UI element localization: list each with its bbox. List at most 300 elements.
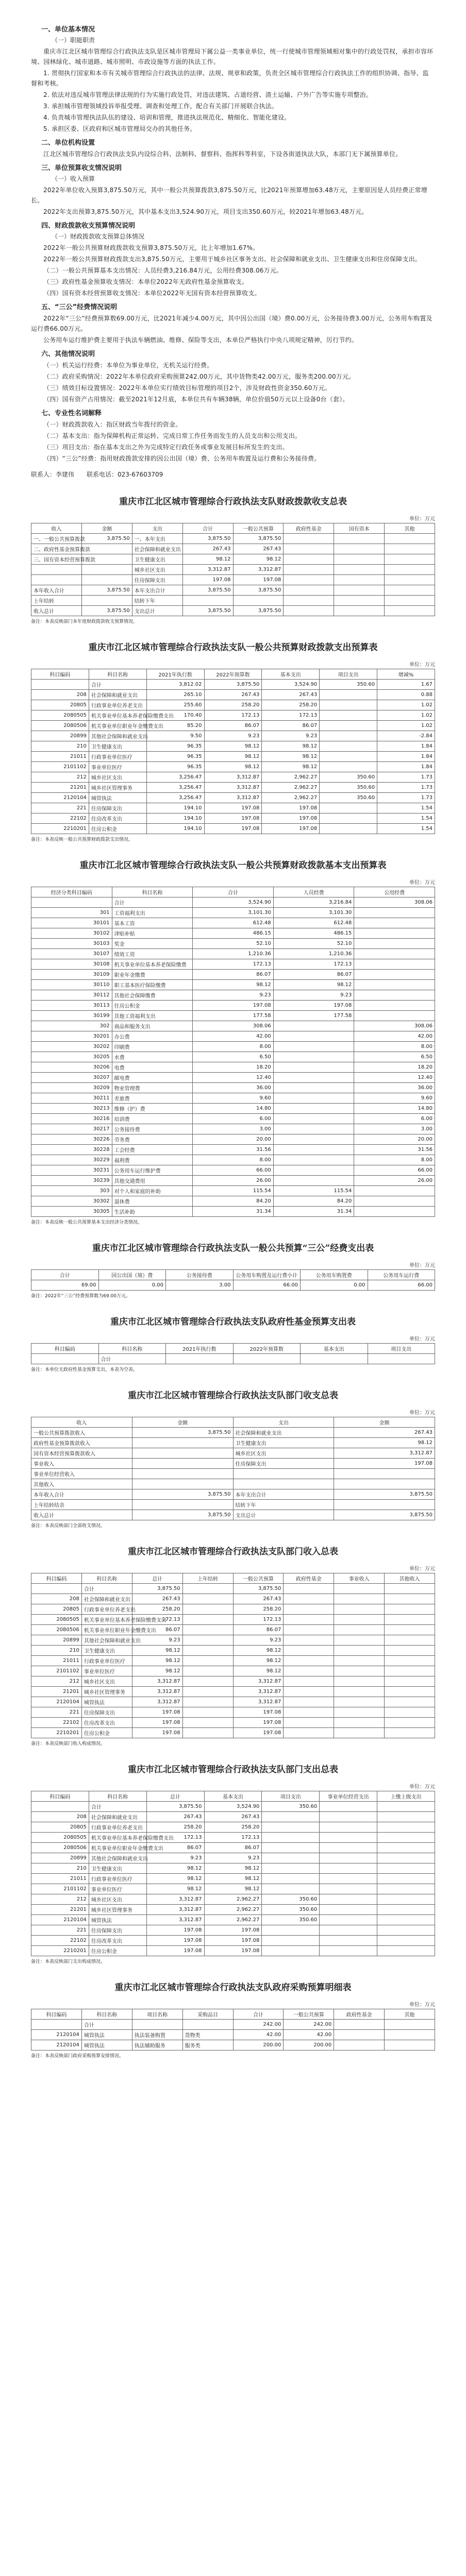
table-cell: 197.08 — [193, 1001, 274, 1011]
table-cell — [182, 2020, 233, 2030]
table-row — [31, 1936, 435, 1946]
table-cell: 3,256.47 — [146, 783, 204, 793]
column-header: 科目名称 — [81, 1573, 132, 1584]
table-cell — [132, 1500, 233, 1510]
table-cell: 2,962.27 — [262, 793, 320, 803]
table-cell: 172.13 — [204, 1833, 262, 1843]
table-cell: 合计 — [81, 2020, 132, 2030]
table-row — [31, 928, 435, 939]
column-header: 合计 — [193, 887, 274, 897]
table-row — [31, 606, 435, 616]
table-cell: 115.54 — [273, 1186, 354, 1196]
column-header: 项目名称 — [132, 2009, 182, 2020]
column-header: 项目支出 — [262, 1791, 320, 1802]
table-cell: 212 — [31, 772, 89, 783]
table-cell: 本年支出合计 — [132, 585, 182, 596]
table-cell — [284, 1676, 334, 1687]
table-cell: 31.34 — [193, 1207, 274, 1217]
table-cell: 住房改革支出 — [81, 1718, 132, 1728]
table-cell: 社会保障和就业支出 — [89, 1812, 146, 1822]
table-cell: 绩效工资 — [112, 949, 193, 959]
table-row — [31, 1500, 435, 1510]
table-cell — [182, 1646, 233, 1656]
table-cell: 3,875.50 — [132, 1584, 182, 1594]
column-header: 项目支出 — [368, 1344, 435, 1354]
table-cell: 197.08 — [204, 824, 262, 834]
table-cell: 3,312.87 — [204, 793, 262, 803]
table-cell: 86.07 — [193, 970, 274, 980]
table-cell: 69.00 — [31, 1280, 99, 1291]
table-cell: 机关事业单位基本养老保险缴费支出 — [81, 1615, 132, 1625]
table-cell — [320, 1905, 377, 1915]
table-row — [31, 721, 435, 731]
table-cell — [334, 596, 385, 606]
table-cell — [320, 1833, 377, 1843]
table-cell: 上年结转结余 — [31, 1500, 132, 1510]
table-cell: 66.00 — [368, 1280, 435, 1291]
table-cell: 9.60 — [193, 1093, 274, 1104]
table-cell: 3,875.50 — [81, 585, 132, 596]
table-row — [31, 1728, 435, 1738]
table-cell: 城管执法 — [81, 2040, 132, 2050]
table-cell: 收入总计 — [31, 606, 82, 616]
paragraph: 2022年一般公共预算财政拨款支出3,875.50万元，主要用于城乡社区事务支出、社会保障和就业支出、卫生健康支出和住房保障支出。 — [43, 256, 421, 263]
column-header: 上年结转 — [182, 1573, 233, 1584]
column-header: 科目名称 — [112, 887, 193, 897]
table-cell: 货物类 — [182, 2030, 233, 2040]
table-cell — [132, 1438, 233, 1448]
table-cell: 308.06 — [354, 897, 435, 908]
table-cell — [334, 2020, 385, 2030]
table-cell: 行政事业单位医疗 — [81, 1656, 132, 1666]
table-cell: 对个人和家庭的补助 — [112, 1186, 193, 1196]
table-cell: 本年支出合计 — [233, 1489, 334, 1500]
table-cell — [273, 1083, 354, 1093]
table-cell — [273, 1155, 354, 1165]
column-header: 2021年执行数 — [166, 1344, 234, 1354]
table-cell: 98.12 — [146, 1863, 204, 1874]
table-cell: 3,312.87 — [204, 772, 262, 783]
table-cell: 30239 — [31, 1176, 112, 1186]
table-cell — [320, 1936, 377, 1946]
table-cell — [334, 1697, 385, 1707]
table-row — [31, 959, 435, 970]
table-cell: 3,216.84 — [273, 897, 354, 908]
paragraph: （二）政府采购情况：2022年本单位政府采购预算242.00万元，其中货物类42.00万元，服务类200.00万元。 — [43, 373, 355, 380]
table-cell — [320, 1946, 377, 1956]
table-cell: 172.13 — [262, 710, 320, 721]
table-cell: 52.10 — [273, 939, 354, 949]
table-cell — [385, 1718, 435, 1728]
table-cell: 21011 — [31, 752, 89, 762]
column-header: 科目名称 — [89, 1791, 146, 1802]
table-cell: 30216 — [31, 1114, 112, 1124]
data-table — [31, 2009, 435, 2050]
table-row — [31, 1104, 435, 1114]
table-cell — [284, 1604, 334, 1615]
table-cell: 结转下年 — [132, 596, 182, 606]
table-cell: 3,875.50 — [132, 1428, 233, 1438]
column-header: 经济分类科目编码 — [31, 887, 112, 897]
table-cell: 住房保障支出 — [81, 1707, 132, 1718]
budget-table-block — [31, 1762, 435, 1964]
table-cell: 本年收入合计 — [31, 585, 82, 596]
table-cell — [273, 1042, 354, 1052]
table-cell: 城乡社区管理事务 — [89, 783, 146, 793]
table-cell: 267.43 — [233, 1594, 284, 1604]
table-cell: 30302 — [31, 1196, 112, 1207]
table-cell — [262, 1884, 320, 1894]
table-cell: 2120104 — [31, 2030, 82, 2040]
table-cell — [262, 1925, 320, 1936]
table-cell — [385, 575, 435, 585]
table-cell — [354, 970, 435, 980]
data-table — [31, 1343, 435, 1364]
paragraph: （三）政府性基金预算收支情况：本单位2022年无政府性基金预算收支。 — [43, 278, 248, 285]
table-cell: 事业收入 — [31, 1459, 132, 1469]
table-cell: 2,962.27 — [262, 772, 320, 783]
paragraph: （三）绩效目标设置情况：2022年本单位实行绩效目标管理的项目2个，涉及财政性资金350.60万元。 — [43, 384, 331, 392]
table-row — [31, 803, 435, 814]
table-row — [31, 1448, 435, 1459]
table-cell — [385, 565, 435, 575]
table-row — [31, 710, 435, 721]
table-cell: 1.73 — [377, 772, 435, 783]
section-title: 四、财政拨款收支预算情况说明 — [41, 222, 136, 230]
table-row — [31, 1915, 435, 1925]
table-row — [31, 1656, 435, 1666]
table-header-row — [31, 1344, 435, 1354]
table-cell — [182, 1687, 233, 1697]
table-cell: 84.20 — [193, 1196, 274, 1207]
table-note: 备注：2022年“三公”经费预算数为69.00万元。 — [31, 1294, 130, 1299]
table-cell — [31, 1584, 82, 1594]
table-cell: 267.43 — [204, 1812, 262, 1822]
table-row — [31, 762, 435, 772]
table-cell: 3,312.87 — [334, 1448, 435, 1459]
table-cell: 350.60 — [320, 772, 377, 783]
table-row — [31, 1833, 435, 1843]
table-cell — [385, 1646, 435, 1656]
table-cell: 3,312.87 — [233, 1676, 284, 1687]
column-header: 基本支出 — [204, 1791, 262, 1802]
table-cell: 合计 — [98, 1354, 166, 1364]
table-cell: 职工基本医疗保险缴费 — [112, 980, 193, 990]
table-cell: 3,875.50 — [334, 1510, 435, 1520]
table-cell — [320, 731, 377, 741]
table-cell: 商品和服务支出 — [112, 1021, 193, 1031]
table-cell: 3,312.87 — [132, 1687, 182, 1697]
table-row — [31, 1093, 435, 1104]
table-cell — [385, 554, 435, 565]
table-cell — [284, 1687, 334, 1697]
table-cell: 20805 — [31, 1604, 82, 1615]
table-cell: 执法装备购置 — [132, 2030, 182, 2040]
table-cell: 行政事业单位养老支出 — [81, 1604, 132, 1615]
column-header: 合计 — [233, 2009, 284, 2020]
table-cell: 301 — [31, 908, 112, 918]
column-header: 2022年预算数 — [204, 669, 262, 680]
table-cell — [377, 1833, 435, 1843]
table-row — [31, 1479, 435, 1489]
table-cell: 197.08 — [262, 824, 320, 834]
column-header: 科目名称 — [98, 1344, 166, 1354]
table-row — [31, 793, 435, 803]
data-table — [31, 669, 435, 834]
table-cell: 1.02 — [377, 700, 435, 710]
table-cell: 221 — [31, 1925, 89, 1936]
table-cell — [182, 1625, 233, 1635]
table-cell — [273, 1176, 354, 1186]
table-cell — [284, 1615, 334, 1625]
table-cell: 36.00 — [354, 1083, 435, 1093]
table-cell: 1.73 — [377, 783, 435, 793]
table-cell — [284, 1707, 334, 1718]
table-cell: 工会经费 — [112, 1145, 193, 1155]
column-header: 事业单位经营支出 — [320, 1791, 377, 1802]
table-note: 备注：本表反映部门全部收支情况。 — [31, 1523, 106, 1529]
table-cell: 2,962.27 — [204, 1894, 262, 1905]
table-title: 重庆市江北区城市管理综合行政执法支队部门收入总表 — [128, 1547, 338, 1557]
paragraph: （二）一般公共预算基本支出情况：人员经费3,216.84万元，公用经费308.06万元。 — [43, 267, 283, 274]
table-cell: 255.60 — [146, 700, 204, 710]
table-cell — [182, 1718, 233, 1728]
table-cell — [320, 1863, 377, 1874]
table-cell: 奖金 — [112, 939, 193, 949]
table-cell — [284, 1625, 334, 1635]
table-cell — [81, 565, 132, 575]
contact-line: 联系人：李建伟 联系电话：023-67603709 — [31, 471, 163, 478]
table-cell — [334, 1625, 385, 1635]
table-cell: 电费 — [112, 1062, 193, 1073]
table-cell: 0.00 — [301, 1280, 368, 1291]
table-cell: 66.00 — [233, 1280, 301, 1291]
table-cell: 6.00 — [354, 1114, 435, 1124]
table-cell — [182, 1604, 233, 1615]
paragraph: 2022年“三公”经费预算数69.00万元，比2021年减少4.00万元，其中因公出国（境）费0.00万元，公务接待费3.00万元，公务用车购置及运行费66.00万元。 — [31, 315, 432, 332]
table-cell: 培训费 — [112, 1114, 193, 1124]
table-cell — [334, 534, 385, 544]
table-cell: 支出总计 — [132, 606, 182, 616]
table-cell — [320, 803, 377, 814]
column-header: 上缴上级支出 — [377, 1791, 435, 1802]
table-cell: 98.12 — [233, 554, 284, 565]
table-cell: 98.12 — [193, 980, 274, 990]
table-cell: 住房公积金 — [89, 824, 146, 834]
table-cell: 172.13 — [273, 959, 354, 970]
table-cell: 242.00 — [284, 2020, 334, 2030]
table-cell: 9.23 — [233, 1635, 284, 1646]
table-cell — [284, 554, 334, 565]
table-cell: 30109 — [31, 970, 112, 980]
table-cell — [320, 762, 377, 772]
table-cell: 邮电费 — [112, 1073, 193, 1083]
table-row — [31, 1196, 435, 1207]
table-cell: 国有资本经营预算拨款收入 — [31, 1448, 132, 1459]
table-cell: 22102 — [31, 814, 89, 824]
paragraph: （一）财政拨款收入：指区财政当年拨付的资金。 — [43, 421, 182, 428]
table-cell: 本年收入合计 — [31, 1489, 132, 1500]
table-cell: 177.58 — [193, 1011, 274, 1021]
table-cell: 1.54 — [377, 824, 435, 834]
table-cell: 社会保障和就业支出 — [81, 1594, 132, 1604]
table-cell: 86.07 — [262, 721, 320, 731]
table-cell: 2210201 — [31, 1946, 89, 1956]
table-cell — [385, 585, 435, 596]
table-cell: 30108 — [31, 959, 112, 970]
table-cell: 3,256.47 — [146, 793, 204, 803]
table-header-row — [31, 887, 435, 897]
table-cell: 20.00 — [354, 1134, 435, 1145]
table-cell — [132, 1469, 233, 1479]
table-cell — [334, 1728, 385, 1738]
table-row — [31, 908, 435, 918]
table-cell — [385, 1666, 435, 1676]
table-cell: 20899 — [31, 1635, 82, 1646]
table-cell: 52.10 — [193, 939, 274, 949]
table-cell: 210 — [31, 1863, 89, 1874]
section-subtitle: （一）财政拨款收支预算总体情况 — [52, 233, 145, 240]
table-cell — [385, 2030, 435, 2040]
column-header: 合计 — [182, 523, 233, 534]
table-cell: 66.00 — [193, 1165, 274, 1176]
table-cell — [31, 1354, 99, 1364]
table-cell: 26.00 — [193, 1176, 274, 1186]
table-cell — [182, 1676, 233, 1687]
table-row — [31, 1874, 435, 1884]
table-cell — [354, 1011, 435, 1021]
table-cell — [354, 1196, 435, 1207]
table-cell: 197.08 — [204, 1946, 262, 1956]
table-row — [31, 772, 435, 783]
table-cell: 3,524.90 — [204, 1802, 262, 1812]
table-row — [31, 731, 435, 741]
table-cell: 18.20 — [354, 1062, 435, 1073]
table-cell: 21011 — [31, 1874, 89, 1884]
table-cell — [301, 1354, 368, 1364]
column-header: 金额 — [81, 523, 132, 534]
table-row — [31, 1145, 435, 1155]
table-row — [31, 1812, 435, 1822]
table-cell: 26.00 — [354, 1176, 435, 1186]
table-cell: 86.07 — [204, 721, 262, 731]
table-cell: 机关事业单位职业年金缴费支出 — [81, 1625, 132, 1635]
table-row — [31, 949, 435, 959]
table-cell: 98.12 — [146, 1874, 204, 1884]
table-title: 重庆市江北区城市管理综合行政执法支队一般公共预算财政拨款支出预算表 — [88, 642, 378, 653]
table-cell: 水费 — [112, 1052, 193, 1062]
table-row — [31, 1124, 435, 1134]
table-cell: 197.08 — [233, 1718, 284, 1728]
table-cell: 3,875.50 — [233, 1584, 284, 1594]
table-cell: 36.00 — [193, 1083, 274, 1093]
table-cell — [385, 1687, 435, 1697]
table-row — [31, 1905, 435, 1915]
table-cell: 1,210.36 — [193, 949, 274, 959]
table-cell — [334, 1584, 385, 1594]
table-cell: 1.54 — [377, 814, 435, 824]
table-cell: 住房改革支出 — [89, 1936, 146, 1946]
column-header: 支出 — [132, 523, 182, 534]
column-header: 科目编码 — [31, 1573, 82, 1584]
table-cell — [377, 1915, 435, 1925]
table-cell — [320, 1843, 377, 1853]
table-row — [31, 1011, 435, 1021]
table-cell: 30209 — [31, 1083, 112, 1093]
table-cell: 258.20 — [204, 700, 262, 710]
table-cell: 住房公积金 — [89, 1946, 146, 1956]
paragraph: 4. 负责城市管理执法队伍的建设、培训和管理，推进执法规范化、精细化、智能化建设。 — [43, 114, 291, 121]
table-row — [31, 2020, 435, 2030]
table-cell: 2120104 — [31, 1697, 82, 1707]
table-cell: 172.13 — [233, 1615, 284, 1625]
table-row — [31, 554, 435, 565]
table-cell: 200.00 — [284, 2040, 334, 2050]
table-cell: 20899 — [31, 1853, 89, 1863]
table-cell: 267.43 — [132, 1594, 182, 1604]
table-cell — [385, 2040, 435, 2050]
table-cell — [320, 1812, 377, 1822]
table-cell: 172.13 — [193, 959, 274, 970]
table-title: 重庆市江北区城市管理综合行政执法支队政府采购预算明细表 — [114, 1982, 352, 1993]
table-cell: 3,312.87 — [132, 1676, 182, 1687]
table-cell — [320, 721, 377, 731]
table-cell: 197.08 — [334, 1459, 435, 1469]
paragraph: 江北区城市管理综合行政执法支队内设综合科、法制科、督察科、指挥科等科室，下设各街道执法大队，本部门无下属预算单位。 — [43, 150, 402, 158]
table-row — [31, 1073, 435, 1083]
table-cell — [320, 1894, 377, 1905]
table-cell: 30113 — [31, 1001, 112, 1011]
table-cell: 2080505 — [31, 710, 89, 721]
table-cell: 96.35 — [146, 752, 204, 762]
table-cell — [320, 1925, 377, 1936]
table-cell: 3,312.87 — [146, 1894, 204, 1905]
table-cell: 9.60 — [354, 1093, 435, 1104]
table-cell: 8.00 — [354, 1042, 435, 1052]
table-cell — [377, 1905, 435, 1915]
table-note: 备注：本单位无政府性基金预算支出，本表为空表。 — [31, 1367, 138, 1372]
table-cell: 98.12 — [132, 1646, 182, 1656]
table-row — [31, 1584, 435, 1594]
table-cell: 98.12 — [233, 1646, 284, 1656]
table-cell: 85.20 — [146, 721, 204, 731]
table-cell — [284, 1666, 334, 1676]
section-title: 七、专业性名词解释 — [41, 410, 102, 417]
table-cell: 31.34 — [273, 1207, 354, 1217]
table-cell — [320, 824, 377, 834]
budget-tables — [0, 494, 466, 2059]
table-cell: 98.12 — [233, 1656, 284, 1666]
table-cell — [385, 534, 435, 544]
table-cell — [334, 1500, 435, 1510]
table-cell: 3.00 — [166, 1280, 234, 1291]
table-cell: 197.08 — [132, 1728, 182, 1738]
table-cell: 98.12 — [204, 752, 262, 762]
section-subtitle: （一）收入预算 — [52, 175, 95, 182]
budget-table-block — [31, 640, 435, 842]
column-header: 2021年执行数 — [146, 669, 204, 680]
table-cell — [334, 1718, 385, 1728]
table-cell: 机关事业单位基本养老保险缴费 — [112, 959, 193, 970]
table-note: 备注：本表反映部门收入构成情况。 — [31, 1741, 106, 1747]
column-header: 人员经费 — [273, 887, 354, 897]
table-cell — [334, 1604, 385, 1615]
table-cell: 城管执法 — [89, 793, 146, 803]
table-cell: 一般公共预算拨款收入 — [31, 1428, 132, 1438]
table-cell: 支出总计 — [233, 1510, 334, 1520]
table-cell — [284, 606, 334, 616]
table-cell — [284, 1697, 334, 1707]
